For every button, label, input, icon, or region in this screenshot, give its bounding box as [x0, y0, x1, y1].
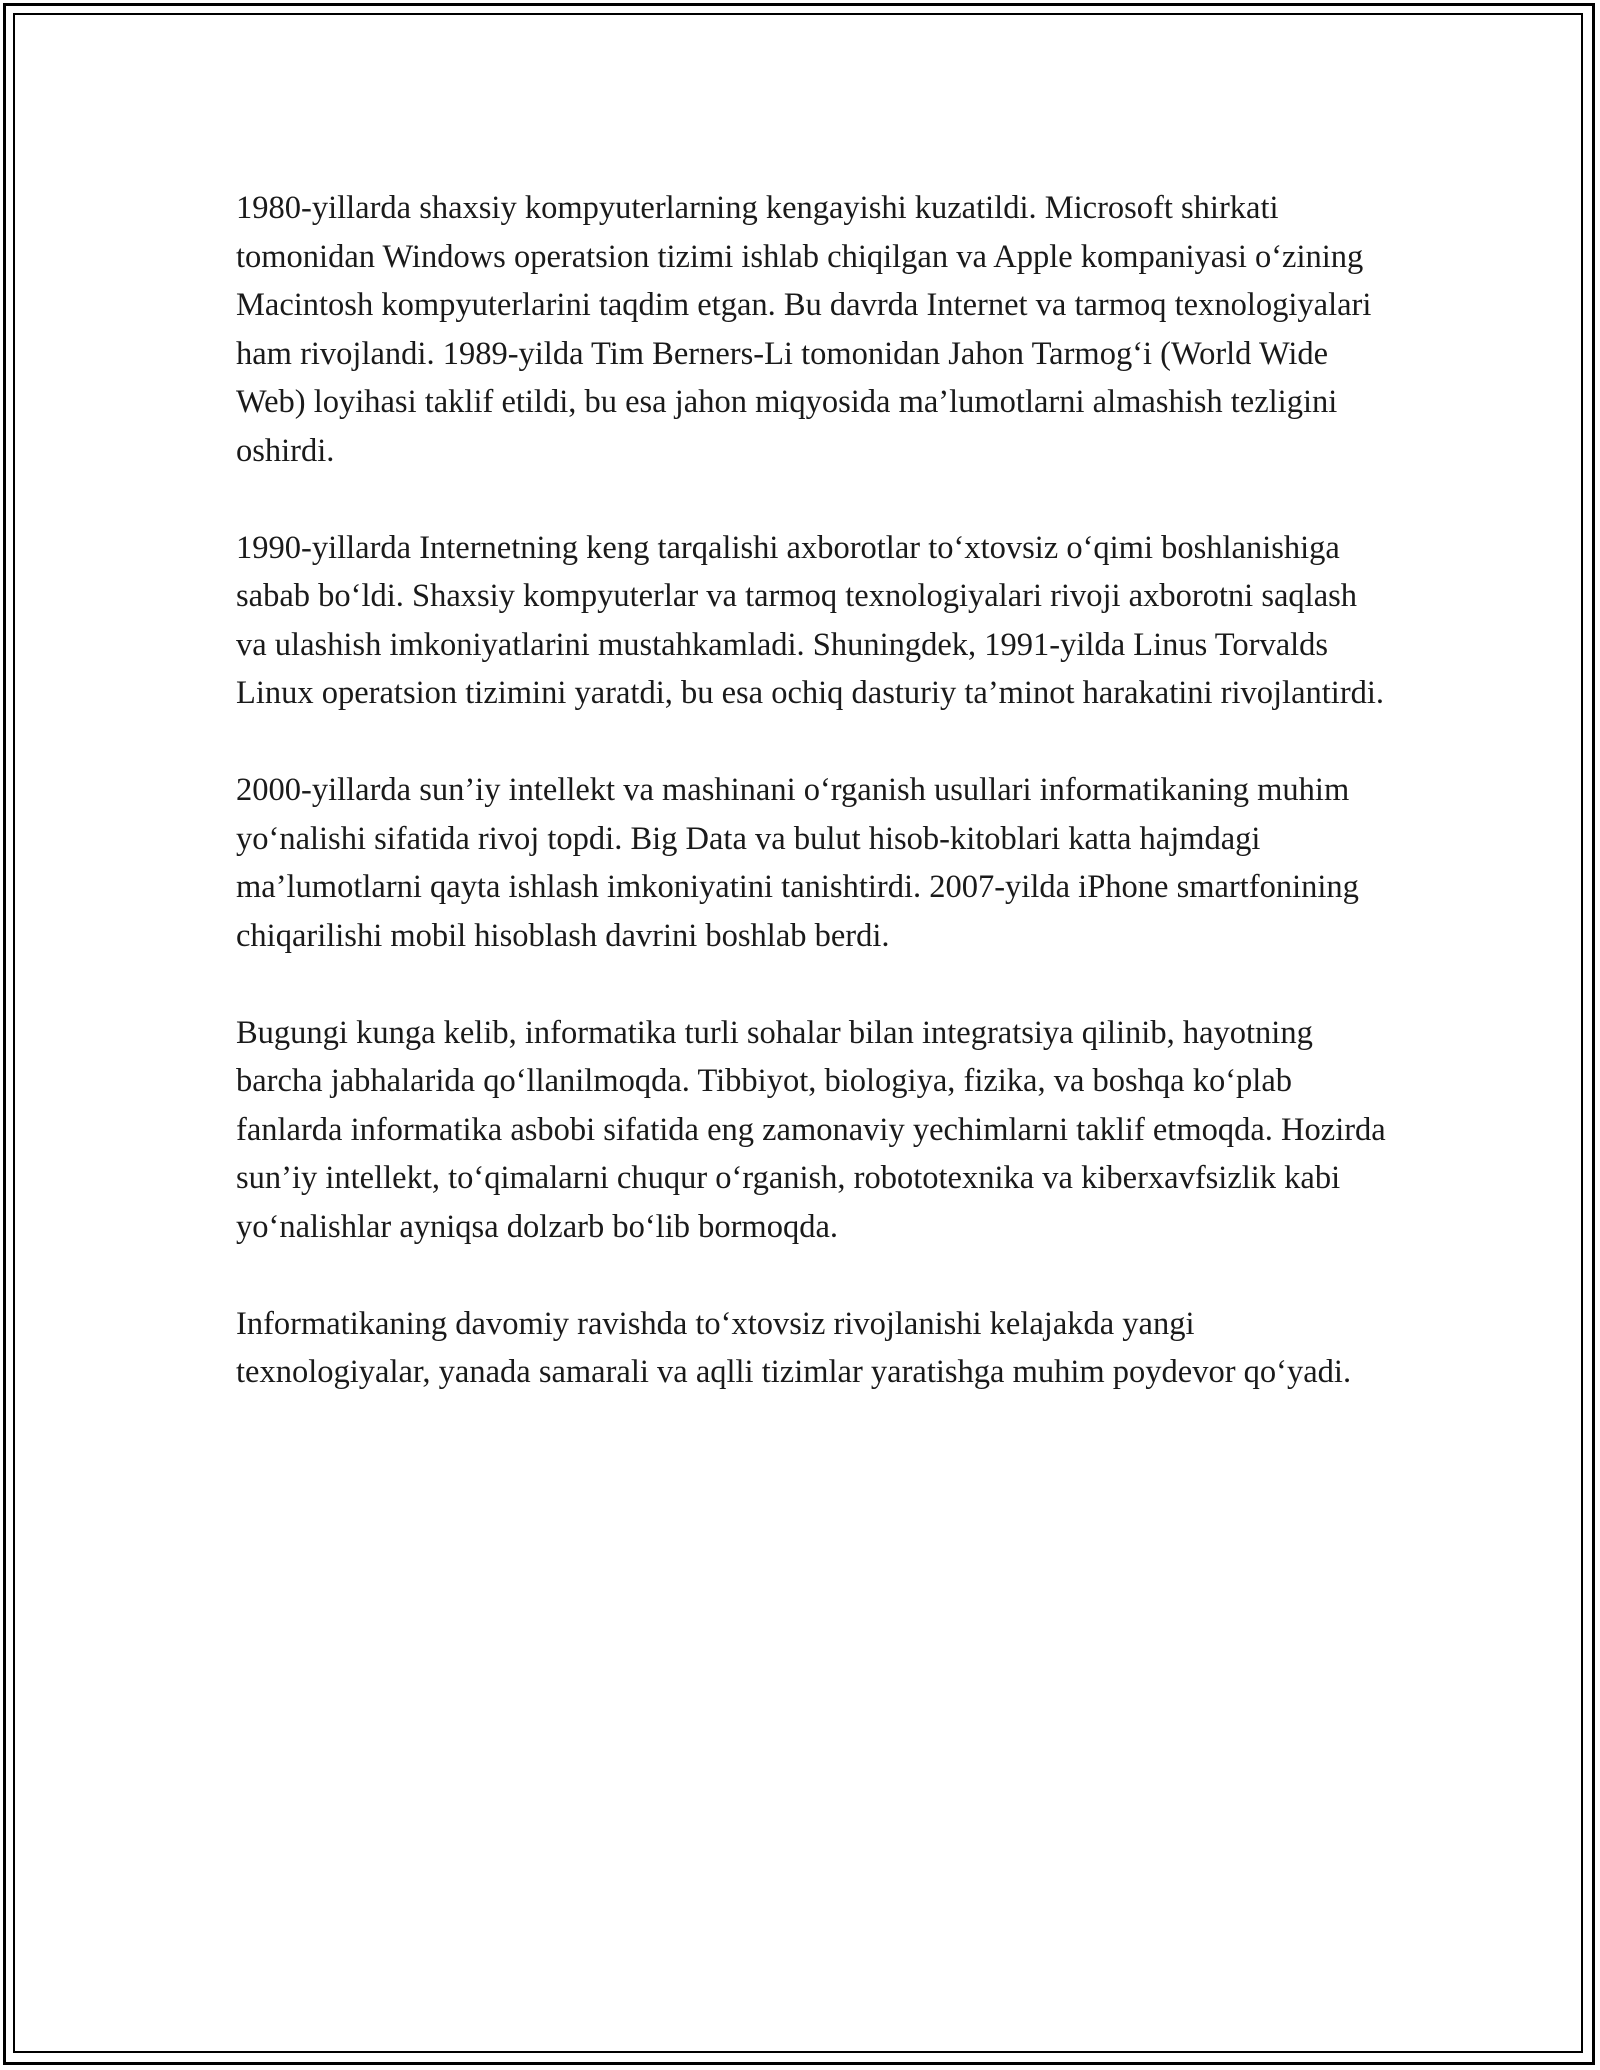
paragraph-4: Bugungi kunga kelib, informatika turli sohalar bilan integratsiya qilinib, hayotning barcha jabhalarida qo‘llanilmoqda. Tibbiyot, biologiya, fizika, va boshqa ko‘plab fanlarda informatika asbobi sifatida eng zamonaviy yechimlarni taklif etmoqda. Hozirda sun’iy intellekt, to‘qimalarni chuqur o‘rganish, robototexnika va kiberxavfsizlik kabi yo‘nalishlar ayniqsa dolzarb bo‘lib bormoqda. [236, 1014, 1386, 1245]
paragraph-5: Informatikaning davomiy ravishda to‘xtovsiz rivojlanishi kelajakda yangi texnologiyalar, yanada samarali va aqlli tizimlar yaratishga muhim poydevor qo‘yadi. [236, 1305, 1352, 1390]
paragraph-2: 1990-yillarda Internetning keng tarqalishi axborotlar to‘xtovsiz o‘qimi boshlanishiga sabab bo‘ldi. Shaxsiy kompyuterlar va tarmoq texnologiyalari rivoji axborotni saqlash va ulashish imkoniyatlarini mustahkamladi. Shuningdek, 1991-yilda Linus Torvalds Linux operatsion tizimini yaratdi, bu esa ochiq dasturiy ta’minot harakatini rivojlantirdi. [236, 529, 1385, 711]
document-body [236, 184, 1386, 1445]
paragraph-3: 2000-yillarda sun’iy intellekt va mashinani o‘rganish usullari informatikaning muhim yo‘nalishi sifatida rivoj topdi. Big Data va bulut hisob-kitoblari katta hajmdagi ma’lumotlarni qayta ishlash imkoniyatini tanishtirdi. 2007-yilda iPhone smartfonining chiqarilishi mobil hisoblash davrini boshlab berdi. [236, 772, 1359, 954]
paragraph-1: 1980-yillarda shaxsiy kompyuterlarning kengayishi kuzatildi. Microsoft shirkati tomonidan Windows operatsion tizimi ishlab chiqilgan va Apple kompaniyasi o‘zining Macintosh kompyuterlarini taqdim etgan. Bu davrda Internet va tarmoq texnologiyalari ham rivojlandi. 1989-yilda Tim Berners-Li tomonidan Jahon Tarmog‘i (World Wide Web) loyihasi taklif etildi, bu esa jahon miqyosida ma’lumotlarni almashish tezligini oshirdi. [236, 190, 1372, 469]
